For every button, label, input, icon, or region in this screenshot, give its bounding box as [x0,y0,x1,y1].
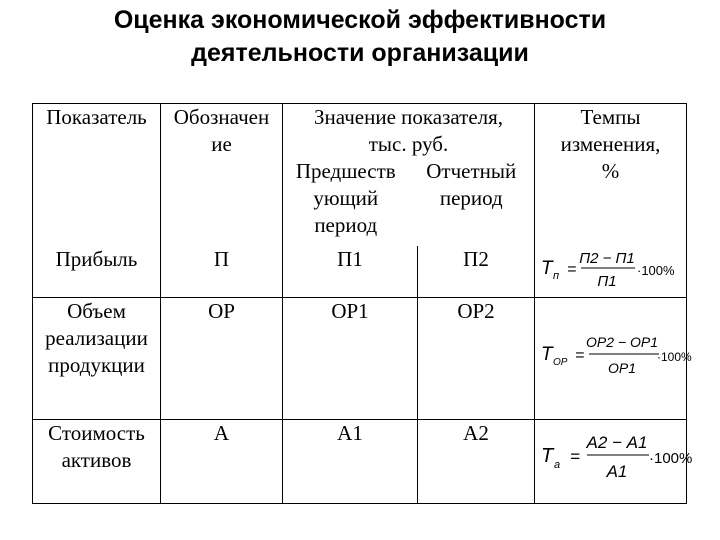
header-indicator: Показатель [33,104,161,246]
table-row-profit [33,246,687,298]
header-previous: Предшеств ующий период [295,159,396,237]
svg-text:=: = [567,260,577,278]
formula-profit [537,246,687,290]
table-row-sales [33,297,687,419]
page-title [0,4,720,70]
row-prev: А1 [283,419,418,503]
svg-text:А1: А1 [606,461,628,481]
svg-text:=: = [575,346,585,364]
svg-text:T: T [541,257,553,279]
row-prev: ОР1 [283,297,418,419]
row-formula [535,246,687,298]
row-name: Объем реализации продукции [33,297,161,419]
row-symbol: П [161,246,283,298]
svg-text:·100%: ·100% [657,349,692,364]
formula-sales [537,327,692,383]
svg-text:п: п [553,269,560,282]
header-row [33,104,687,246]
title-line-1: Оценка экономической эффективности [113,6,607,34]
row-formula [535,297,692,419]
header-designation: Обозначен ие [161,104,283,246]
svg-text:ОР: ОР [553,356,568,368]
svg-text:П1: П1 [597,272,617,290]
row-symbol: ОР [161,297,283,419]
svg-text:·100%: ·100% [637,262,675,278]
row-curr: П2 [418,246,535,298]
row-curr: ОР2 [418,297,535,419]
row-formula [535,419,693,503]
row-name: Стоимость активов [33,419,161,503]
header-value: Значение показателя, тыс. руб. Предшеств ующий период Отчетный период [283,104,535,246]
svg-text:а: а [554,458,561,471]
header-rate: Темпы изменения, % [535,104,687,246]
svg-text:T: T [541,444,554,467]
row-prev: П1 [283,246,418,298]
svg-text:T: T [541,343,553,365]
svg-text:=: = [570,446,580,466]
row-name: Прибыль [33,246,161,298]
formula-assets [537,428,693,488]
svg-text:П2 − П1: П2 − П1 [579,249,635,267]
row-curr: А2 [418,419,535,503]
header-current: Отчетный период [426,159,517,210]
svg-text:А2 − А1: А2 − А1 [586,432,648,452]
svg-text:ОР2 − ОР1: ОР2 − ОР1 [586,333,659,350]
svg-text:ОР1: ОР1 [608,359,637,376]
svg-text:·100%: ·100% [649,449,693,467]
table-row-assets [33,419,687,503]
efficiency-table [32,103,693,504]
row-symbol: А [161,419,283,503]
title-line-2: деятельности организации [191,39,529,67]
